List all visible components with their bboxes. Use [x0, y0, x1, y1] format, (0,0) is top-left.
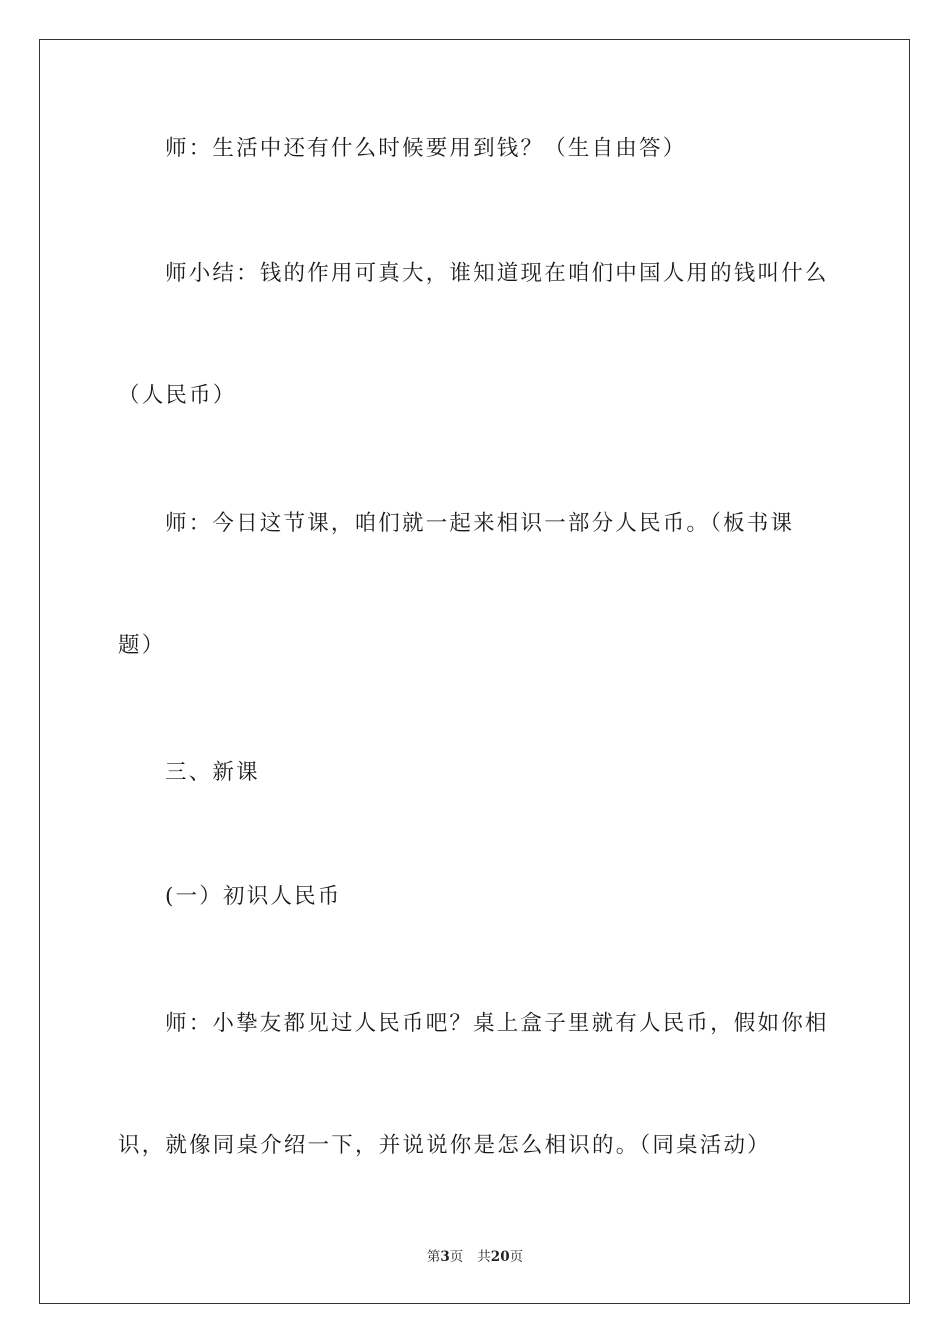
footer-total-prefix: 共: [477, 1249, 491, 1265]
paragraph-6-line-2: 识，就像同桌介绍一下，并说说你是怎么相识的。（同桌活动）: [118, 1133, 771, 1158]
section-heading-new-lesson: 三、新课: [165, 760, 260, 785]
paragraph-1-line-1: 师：生活中还有什么时候要用到钱？（生自由答）: [165, 136, 687, 161]
paragraph-2-line-1: 师小结：钱的作用可真大，谁知道现在咱们中国人用的钱叫什么: [165, 261, 829, 286]
paragraph-2-line-2: （人民币）: [118, 383, 237, 408]
page-border: [39, 39, 910, 1304]
footer-total-suffix: 页: [509, 1249, 524, 1265]
paragraph-3-line-2: 题）: [118, 633, 166, 658]
page-footer: [0, 1248, 950, 1266]
footer-page-prefix: 第: [426, 1249, 441, 1265]
subsection-heading-intro-rmb: (一）初识人民币: [165, 884, 342, 909]
footer-page-number: 3: [440, 1249, 450, 1265]
paragraph-3-line-1: 师：今日这节课，咱们就一起来相识一部分人民币。（板书课: [165, 511, 795, 536]
footer-total-number: 20: [490, 1249, 510, 1265]
footer-page-suffix: 页: [449, 1249, 464, 1265]
paragraph-6-line-1: 师：小挚友都见过人民币吧？桌上盒子里就有人民币，假如你相: [165, 1011, 829, 1036]
